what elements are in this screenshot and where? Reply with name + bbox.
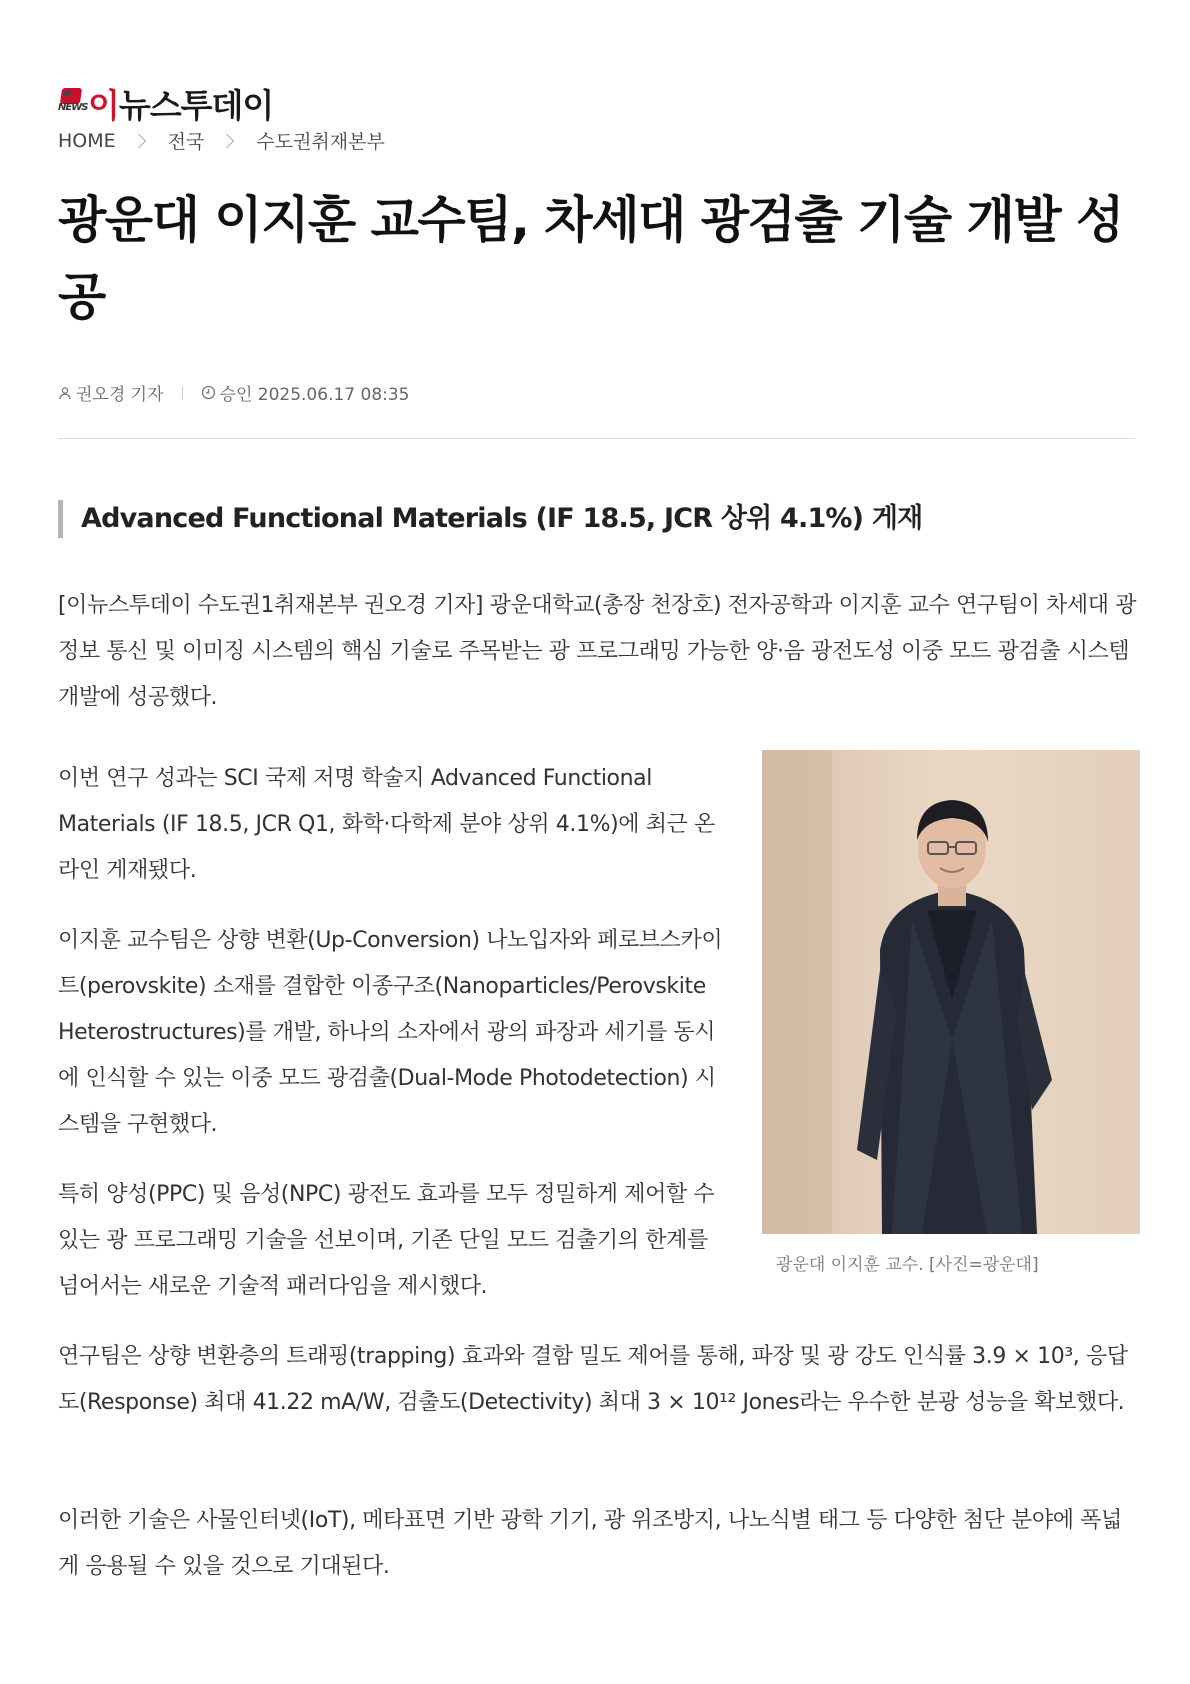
site-logo[interactable]	[58, 72, 274, 125]
chevron-right-icon	[132, 133, 146, 147]
user-icon	[58, 386, 72, 400]
article-paragraph: [이뉴스투데이 수도권1취재본부 권오경 기자] 광운대학교(총장 천장호) 전자공학과 이지훈 교수 연구팀이 차세대 광 정보 통신 및 이미징 시스템의 핵심 기술로 주목받는 광 프로그래밍 가능한 양·음 광전도성 이중 모드 광검출 시스템 개발에 성공했다.	[58, 593, 1137, 710]
author-name: 권오경 기자	[76, 385, 164, 405]
article-meta	[58, 380, 410, 405]
chevron-right-icon	[220, 133, 234, 147]
logo-wordmark: 이뉴스투데이	[88, 86, 274, 125]
breadcrumb-region[interactable]: 전국	[167, 131, 205, 153]
header-divider	[58, 438, 1135, 439]
article-subtitle: Advanced Functional Materials (IF 18.5, JCR 상위 4.1%) 게재	[58, 500, 922, 538]
news-cube-icon: NEWS	[58, 88, 86, 122]
breadcrumb-home[interactable]: HOME	[58, 129, 116, 152]
photo-caption: 광운대 이지훈 교수. [사진=광운대]	[776, 1255, 1039, 1275]
article-paragraph: 이번 연구 성과는 SCI 국제 저명 학술지 Advanced Functional Materials (IF 18.5, JCR Q1, 화학·다학제 분야 상위 4.1%)에 최근 온라인 게재됐다.	[58, 766, 715, 883]
publish-date: 승인 2025.06.17 08:35	[219, 385, 410, 405]
professor-photo[interactable]	[762, 750, 1140, 1234]
article-paragraph: 이지훈 교수팀은 상향 변환(Up-Conversion) 나노입자와 페로브스카이트(perovskite) 소재를 결합한 이종구조(Nanoparticles/Perovskite Heterostructures)를 개발, 하나의 소자에서 광의 파장과 세기를 동시에 인식할 수 있는 이중 모드 광검출(Dual-Mode Photodetection) 시스템을 구현했다.	[58, 928, 723, 1137]
breadcrumb	[58, 127, 385, 154]
breadcrumb-section[interactable]: 수도권취재본부	[256, 131, 385, 153]
article-paragraph: 특히 양성(PPC) 및 음성(NPC) 광전도 효과를 모두 정밀하게 제어할 수 있는 광 프로그래밍 기술을 선보이며, 기존 단일 모드 검출기의 한계를 넘어서는 새로운 기술적 패러다임을 제시했다.	[58, 1182, 715, 1299]
article-title: 광운대 이지훈 교수팀, 차세대 광검출 기술 개발 성공	[58, 191, 1123, 326]
article-paragraph: 이러한 기술은 사물인터넷(IoT), 메타표면 기반 광학 기기, 광 위조방지, 나노식별 태그 등 다양한 첨단 분야에 폭넓게 응용될 수 있을 것으로 기대된다.	[58, 1508, 1122, 1579]
article-paragraph: 연구팀은 상향 변환층의 트래핑(trapping) 효과와 결함 밀도 제어를 통해, 파장 및 광 강도 인식률 3.9 × 10³, 응답도(Response) 최대 41.22 mA/W, 검출도(Detectivity) 최대 3 × 10¹² Jones라는 우수한 분광 성능을 확보했다.	[58, 1344, 1128, 1415]
meta-separator	[182, 386, 183, 400]
clock-icon	[201, 385, 216, 400]
